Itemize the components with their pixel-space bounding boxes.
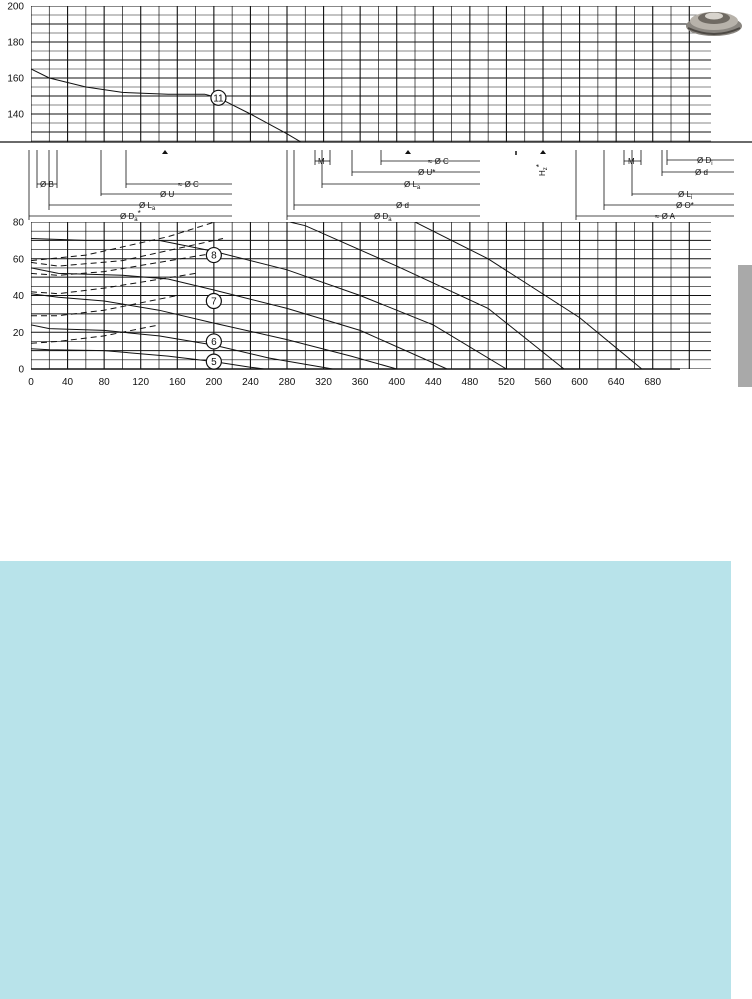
dim-label-u-mid: Ø U* [418,168,436,177]
series-line-10-dashed [31,217,232,261]
y-tick-label: 180 [7,37,24,49]
dim-label-li-main: Ø L [678,190,691,199]
x-tick-label: 40 [62,377,74,388]
y-tick-label: 40 [12,291,24,302]
dim-label-la-left-sub: a [151,206,156,212]
dimension-strip [0,142,752,223]
dim-label-da-left-main: Ø D [120,212,135,221]
dim-label-c-mid: ≈ Ø C [428,157,449,166]
x-tick-label: 200 [205,377,223,388]
curve-marker-label: 8 [211,250,217,262]
dim-label-d-right: Ø d [695,168,708,177]
dim-label-o: Ø O* [676,201,694,210]
dim-label-da-mid-sub: a [388,217,392,223]
x-tick-label: 320 [315,377,332,388]
x-tick-label: 640 [607,377,625,388]
dim-label-la-left-main: Ø L [139,201,152,210]
dim-label-m-right: M [628,157,635,166]
dim-label-hz-sub: z [543,167,549,171]
dim-label-m-left: M [318,157,325,166]
x-tick-label: 280 [278,377,296,388]
x-tick-label: 440 [424,377,442,388]
series-line-8 [31,268,447,369]
y-tick-label: 200 [7,1,24,13]
side-tab [738,265,752,387]
x-tick-label: 400 [388,377,406,388]
dim-label-da-left [120,209,141,223]
x-tick-label: 600 [571,377,588,388]
dim-label-di-main: Ø D [697,156,712,165]
x-tick-label: 360 [351,377,369,388]
bottom-plot [13,203,711,388]
x-tick-label: 560 [534,377,552,388]
curve-marker-5 [206,354,221,369]
series-line-9-dashed [31,239,223,267]
y-tick-label: 0 [18,364,24,376]
curve-marker-label: 5 [211,357,217,369]
curve-marker-label: 6 [211,336,217,348]
dim-label-b: Ø B [40,180,54,189]
dim-label-da-mid-main: Ø D [374,212,389,221]
dim-label-li-sub: i [690,195,693,201]
series-line-10 [250,213,564,369]
series-line-5 [31,349,264,369]
dim-label-hz-main: H [538,170,547,176]
dim-label-hz-star: * [535,164,544,168]
y-tick-label: 160 [7,73,24,85]
dim-label-da-left-sub: a [134,217,138,223]
y-tick-label: 80 [12,217,24,229]
x-tick-label: 480 [461,377,479,388]
dim-label-la-mid-sub: a [416,185,421,191]
curve-marker-label: 11 [213,93,224,105]
x-tick-label: 240 [242,377,259,388]
x-tick-label: 120 [132,377,150,388]
x-tick-label: 0 [28,377,34,388]
y-tick-label: 60 [12,254,24,266]
x-tick-label: 680 [644,377,662,388]
dim-label-d-mid: Ø d [396,201,409,210]
dim-label-di-sub: i [711,161,713,167]
curve-marker-label: 7 [211,296,217,308]
dim-label-u-left: Ø U [160,190,175,199]
curve-marker-6 [206,334,221,349]
x-tick-label: 80 [98,377,110,388]
y-tick-label: 20 [12,327,24,339]
curve-marker-11 [211,90,226,105]
x-tick-label: 520 [498,377,515,388]
x-tick-label: 160 [168,377,186,388]
dim-label-la-mid-main: Ø L [404,180,417,189]
y-tick-label: 140 [7,109,24,121]
info-panel [0,561,731,999]
curve-marker-8 [206,248,221,263]
curve-marker-7 [206,294,221,309]
dim-label-da-left-star: * [137,209,141,218]
product-thumbnail-icon [686,12,742,36]
series-line-7-dashed [31,273,196,293]
dim-label-a: ≈ Ø A [655,212,675,221]
top-plot [7,2,711,154]
dim-label-c-left: ≈ Ø C [178,180,199,189]
